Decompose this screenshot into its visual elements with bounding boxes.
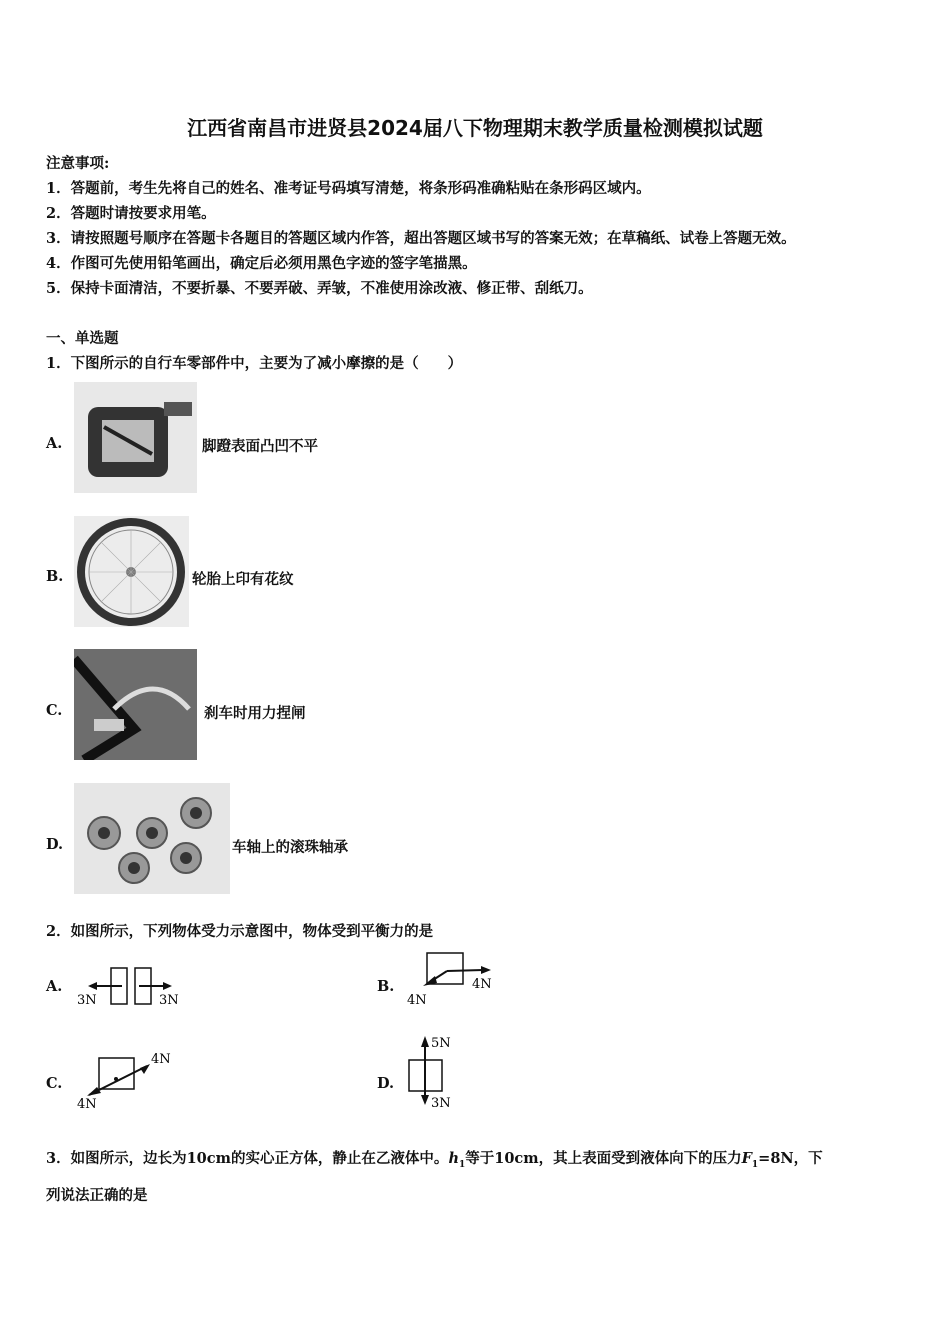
notice-heading: 注意事项:	[46, 155, 110, 172]
option-text: 轮胎上印有花纹	[192, 571, 294, 588]
notice-item: 4．作图可先使用铅笔画出，确定后必须用黑色字迹的签字笔描黑。	[46, 255, 477, 272]
option-text: 车轴上的滚珠轴承	[232, 839, 348, 856]
force-label: 3N	[159, 993, 179, 1008]
option-text: 刹车时用力捏闸	[204, 705, 306, 722]
question-2-stem: 2．如图所示，下列物体受力示意图中，物体受到平衡力的是	[46, 923, 434, 940]
option-letter: C.	[46, 702, 63, 719]
stem-text: 3．如图所示，边长为10cm的实心正方体，静止在乙液体中。	[46, 1150, 449, 1167]
section-heading: 一、单选题	[46, 330, 119, 347]
force-label: 5N	[431, 1036, 451, 1051]
bicycle-brake-image	[74, 649, 197, 760]
force-diagram-c	[75, 1048, 185, 1113]
force-label: 4N	[77, 1097, 97, 1112]
force-label: 3N	[77, 993, 97, 1008]
force-diagram-a	[75, 962, 190, 1012]
bicycle-wheel-image	[74, 516, 189, 627]
var-h-sub: 1	[458, 1159, 466, 1170]
var-h: h	[448, 1150, 459, 1167]
option-letter: B.	[46, 568, 64, 585]
option-letter: D.	[377, 1075, 395, 1092]
force-diagram-d	[405, 1033, 465, 1113]
notice-item: 2．答题时请按要求用笔。	[46, 205, 216, 222]
notice-item: 1．答题前，考生先将自己的姓名、准考证号码填写清楚，将条形码准确粘贴在条形码区域内。	[46, 180, 651, 197]
stem-text: =8N，下	[758, 1150, 823, 1167]
force-label: 4N	[472, 977, 492, 992]
force-label: 4N	[407, 993, 427, 1008]
question-1-stem: 1．下图所示的自行车零部件中，主要为了减小摩擦的是（ ）	[46, 355, 463, 372]
var-f: F	[741, 1150, 752, 1167]
var-f-sub: 1	[751, 1159, 759, 1170]
force-label: 4N	[151, 1052, 171, 1067]
question-3-stem-cont: 列说法正确的是	[46, 1187, 148, 1204]
option-letter: A.	[46, 435, 63, 452]
stem-text: 等于10cm，其上表面受到液体向下的压力	[465, 1150, 742, 1167]
option-letter: D.	[46, 836, 64, 853]
option-letter: A.	[46, 978, 63, 995]
force-diagram-b	[405, 950, 505, 1010]
force-label: 3N	[431, 1096, 451, 1111]
option-text: 脚蹬表面凸凹不平	[202, 438, 318, 455]
bicycle-pedal-image	[74, 382, 197, 493]
page-title: 江西省南昌市进贤县2024届八下物理期末教学质量检测模拟试题	[187, 116, 763, 140]
option-letter: B.	[377, 978, 395, 995]
question-3-stem	[46, 1147, 823, 1170]
notice-item: 5．保持卡面清洁，不要折暴、不要弄破、弄皱，不准使用涂改液、修正带、刮纸刀。	[46, 280, 593, 297]
option-letter: C.	[46, 1075, 63, 1092]
notice-item: 3．请按照题号顺序在答题卡各题目的答题区域内作答，超出答题区域书写的答案无效；在草稿纸、试卷上答题无效。	[46, 230, 796, 247]
ball-bearings-image	[74, 783, 230, 894]
